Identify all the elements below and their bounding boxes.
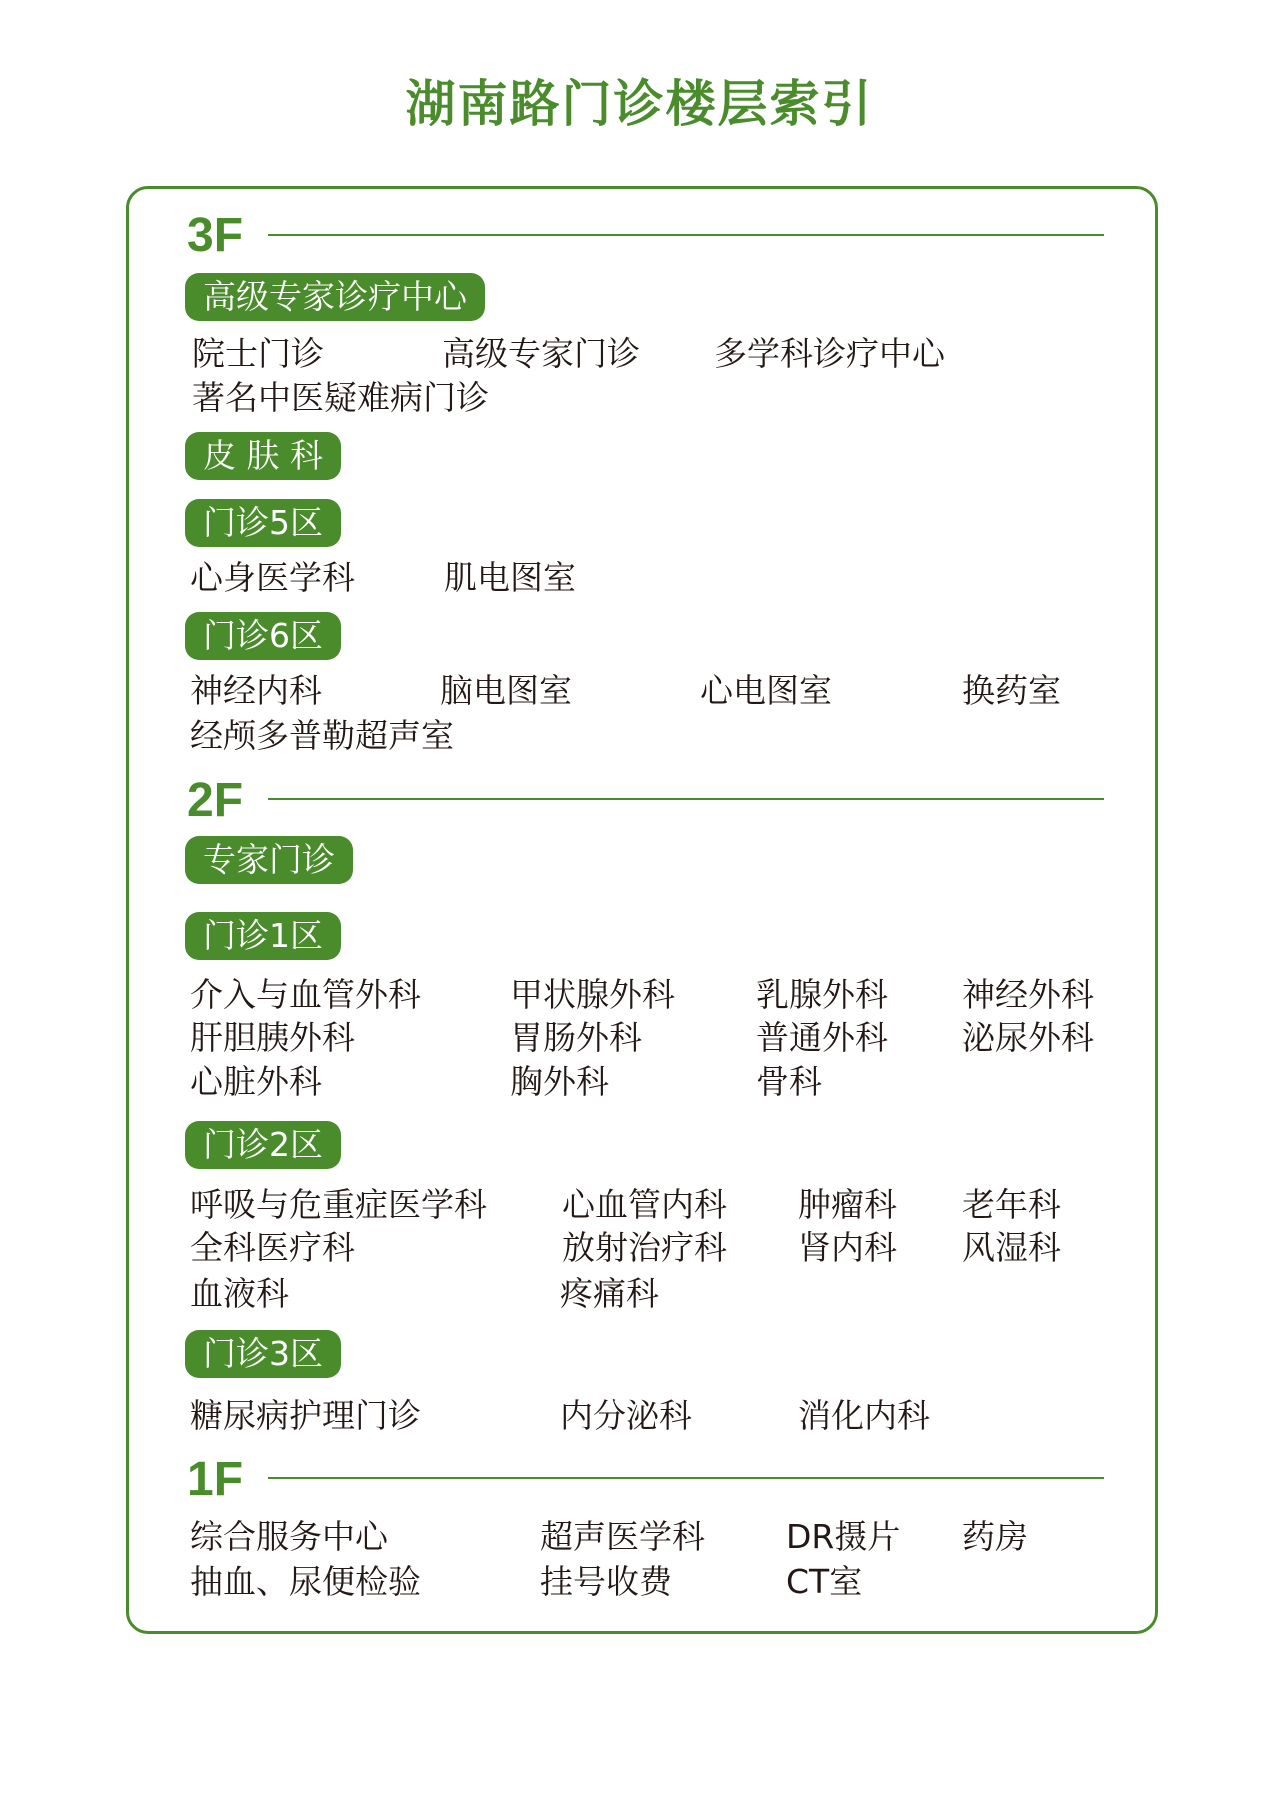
- department-item: 内分泌科: [560, 1396, 692, 1435]
- department-item: 全科医疗科: [190, 1228, 355, 1267]
- section-tag-zone-6: 门诊6区: [185, 612, 341, 660]
- department-item: 换药室: [962, 671, 1061, 710]
- department-item: 综合服务中心: [190, 1517, 388, 1556]
- floor-label-1f: 1F: [187, 1453, 244, 1506]
- section-tag-expert-clinic: 专家门诊: [185, 836, 353, 884]
- department-item: 疼痛科: [560, 1274, 659, 1313]
- department-item: 甲状腺外科: [510, 975, 675, 1014]
- department-item: 经颅多普勒超声室: [190, 716, 454, 755]
- section-tag-zone-5: 门诊5区: [185, 499, 341, 547]
- department-item: 神经外科: [962, 975, 1094, 1014]
- department-item: 老年科: [962, 1185, 1061, 1224]
- floor-divider-2f: [268, 798, 1104, 800]
- department-item: 肾内科: [798, 1228, 897, 1267]
- department-item: 心身医学科: [190, 558, 355, 597]
- department-item: 泌尿外科: [962, 1018, 1094, 1057]
- floor-divider-1f: [268, 1477, 1104, 1479]
- floor-label-2f: 2F: [187, 774, 244, 827]
- department-item: 神经内科: [190, 671, 322, 710]
- department-item: 消化内科: [798, 1396, 930, 1435]
- department-item: 挂号收费: [540, 1562, 672, 1601]
- department-item: 院士门诊: [192, 334, 324, 373]
- section-tag-zone-2: 门诊2区: [185, 1121, 341, 1169]
- floor-divider-3f: [268, 234, 1104, 236]
- department-item: 放射治疗科: [562, 1228, 727, 1267]
- department-item: 呼吸与危重症医学科: [190, 1185, 487, 1224]
- department-item: CT室: [786, 1562, 863, 1601]
- page-title: 湖南路门诊楼层索引: [405, 75, 874, 133]
- department-item: 多学科诊疗中心: [714, 334, 945, 373]
- department-item: 血液科: [190, 1274, 289, 1313]
- department-item: 肿瘤科: [798, 1185, 897, 1224]
- section-tag-senior-expert-center: 高级专家诊疗中心: [185, 273, 485, 321]
- department-item: 普通外科: [756, 1018, 888, 1057]
- department-item: 骨科: [756, 1062, 822, 1101]
- department-item: 心血管内科: [562, 1185, 727, 1224]
- department-item: 乳腺外科: [756, 975, 888, 1014]
- department-item: 著名中医疑难病门诊: [192, 378, 489, 417]
- department-item: 心电图室: [700, 671, 832, 710]
- section-tag-dermatology: 皮 肤 科: [185, 432, 341, 480]
- department-item: 抽血、尿便检验: [190, 1562, 421, 1601]
- department-item: 胃肠外科: [510, 1018, 642, 1057]
- section-tag-zone-3: 门诊3区: [185, 1330, 341, 1378]
- department-item: DR摄片: [786, 1517, 901, 1556]
- department-item: 胸外科: [510, 1062, 609, 1101]
- department-item: 高级专家门诊: [442, 334, 640, 373]
- department-item: 药房: [962, 1517, 1028, 1556]
- department-item: 肌电图室: [444, 558, 576, 597]
- department-item: 介入与血管外科: [190, 975, 421, 1014]
- department-item: 肝胆胰外科: [190, 1018, 355, 1057]
- department-item: 超声医学科: [540, 1517, 705, 1556]
- department-item: 脑电图室: [440, 671, 572, 710]
- department-item: 心脏外科: [190, 1062, 322, 1101]
- department-item: 糖尿病护理门诊: [190, 1396, 421, 1435]
- department-item: 风湿科: [962, 1228, 1061, 1267]
- floor-label-3f: 3F: [187, 209, 244, 262]
- section-tag-zone-1: 门诊1区: [185, 912, 341, 960]
